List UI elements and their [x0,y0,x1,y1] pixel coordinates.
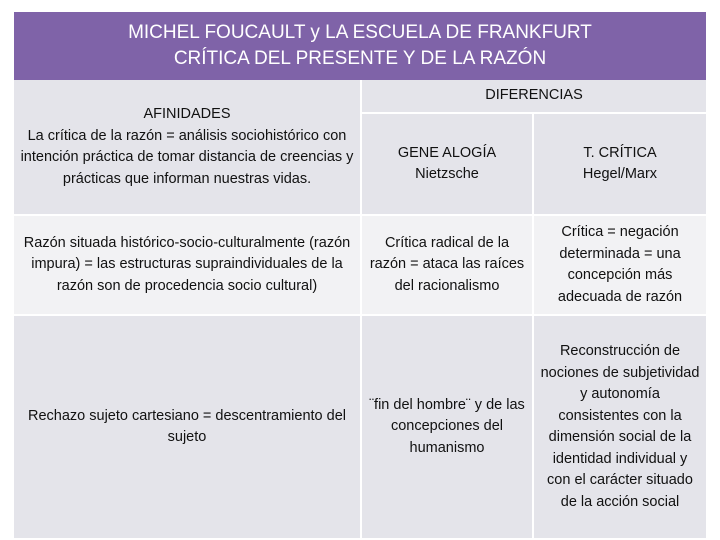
tcritica-sub: Hegel/Marx [582,166,658,182]
afinidades-row2-cell [14,216,360,314]
afinidades-row1-text: La crítica de la razón = análisis sociohistórico con intención práctica de tomar distancia de creencias y prácticas que informan nuestras vidas. [20,127,354,187]
afinidades-row2-text: Razón situada histórico-socio-culturalmente (razón impura) = las estructuras supraindividuales de la razón son de procedencia socio cultural) [23,234,351,294]
diferencias-header-cell [362,80,706,112]
diferencias-heading: DIFERENCIAS [485,87,583,104]
title-line-1: MICHEL FOUCAULT y LA ESCUELA DE FRANKFURT [128,22,592,43]
genealogia-heading: GENE ALOGÍA [397,144,497,161]
genealogia-row2-cell [362,216,532,314]
page-title [14,12,706,80]
tcritica-row3-text: Reconstrucción de nociones de subjetividad y autonomía consistentes con la dimensión social de la identidad individual y con el carácter situado de la acción social [540,343,700,510]
tcritica-heading: T. CRÍTICA [583,144,657,161]
afinidades-row3-cell [14,316,360,538]
tcritica-row3-cell [534,316,706,538]
afinidades-header-cell [14,80,360,214]
afinidades-heading: AFINIDADES [143,106,231,122]
genealogia-row3-cell [362,316,532,538]
tcritica-row2-cell [534,216,706,314]
genealogia-row3-text: ¨fin del hombre¨ y de las concepciones del humanismo [369,396,525,456]
genealogia-row2-text: Crítica radical de la razón = ataca las raíces del racionalismo [369,234,525,294]
genealogia-sub: Nietzsche [415,166,479,182]
title-line-2: CRÍTICA DEL PRESENTE Y DE LA RAZÓN [173,48,547,69]
tcritica-header-cell [534,114,706,214]
tcritica-row2-text: Crítica = negación determinada = una concepción más adecuada de razón [557,224,683,305]
genealogia-header-cell [362,114,532,214]
afinidades-row3-text: Rechazo sujeto cartesiano = descentramiento del sujeto [28,407,346,445]
